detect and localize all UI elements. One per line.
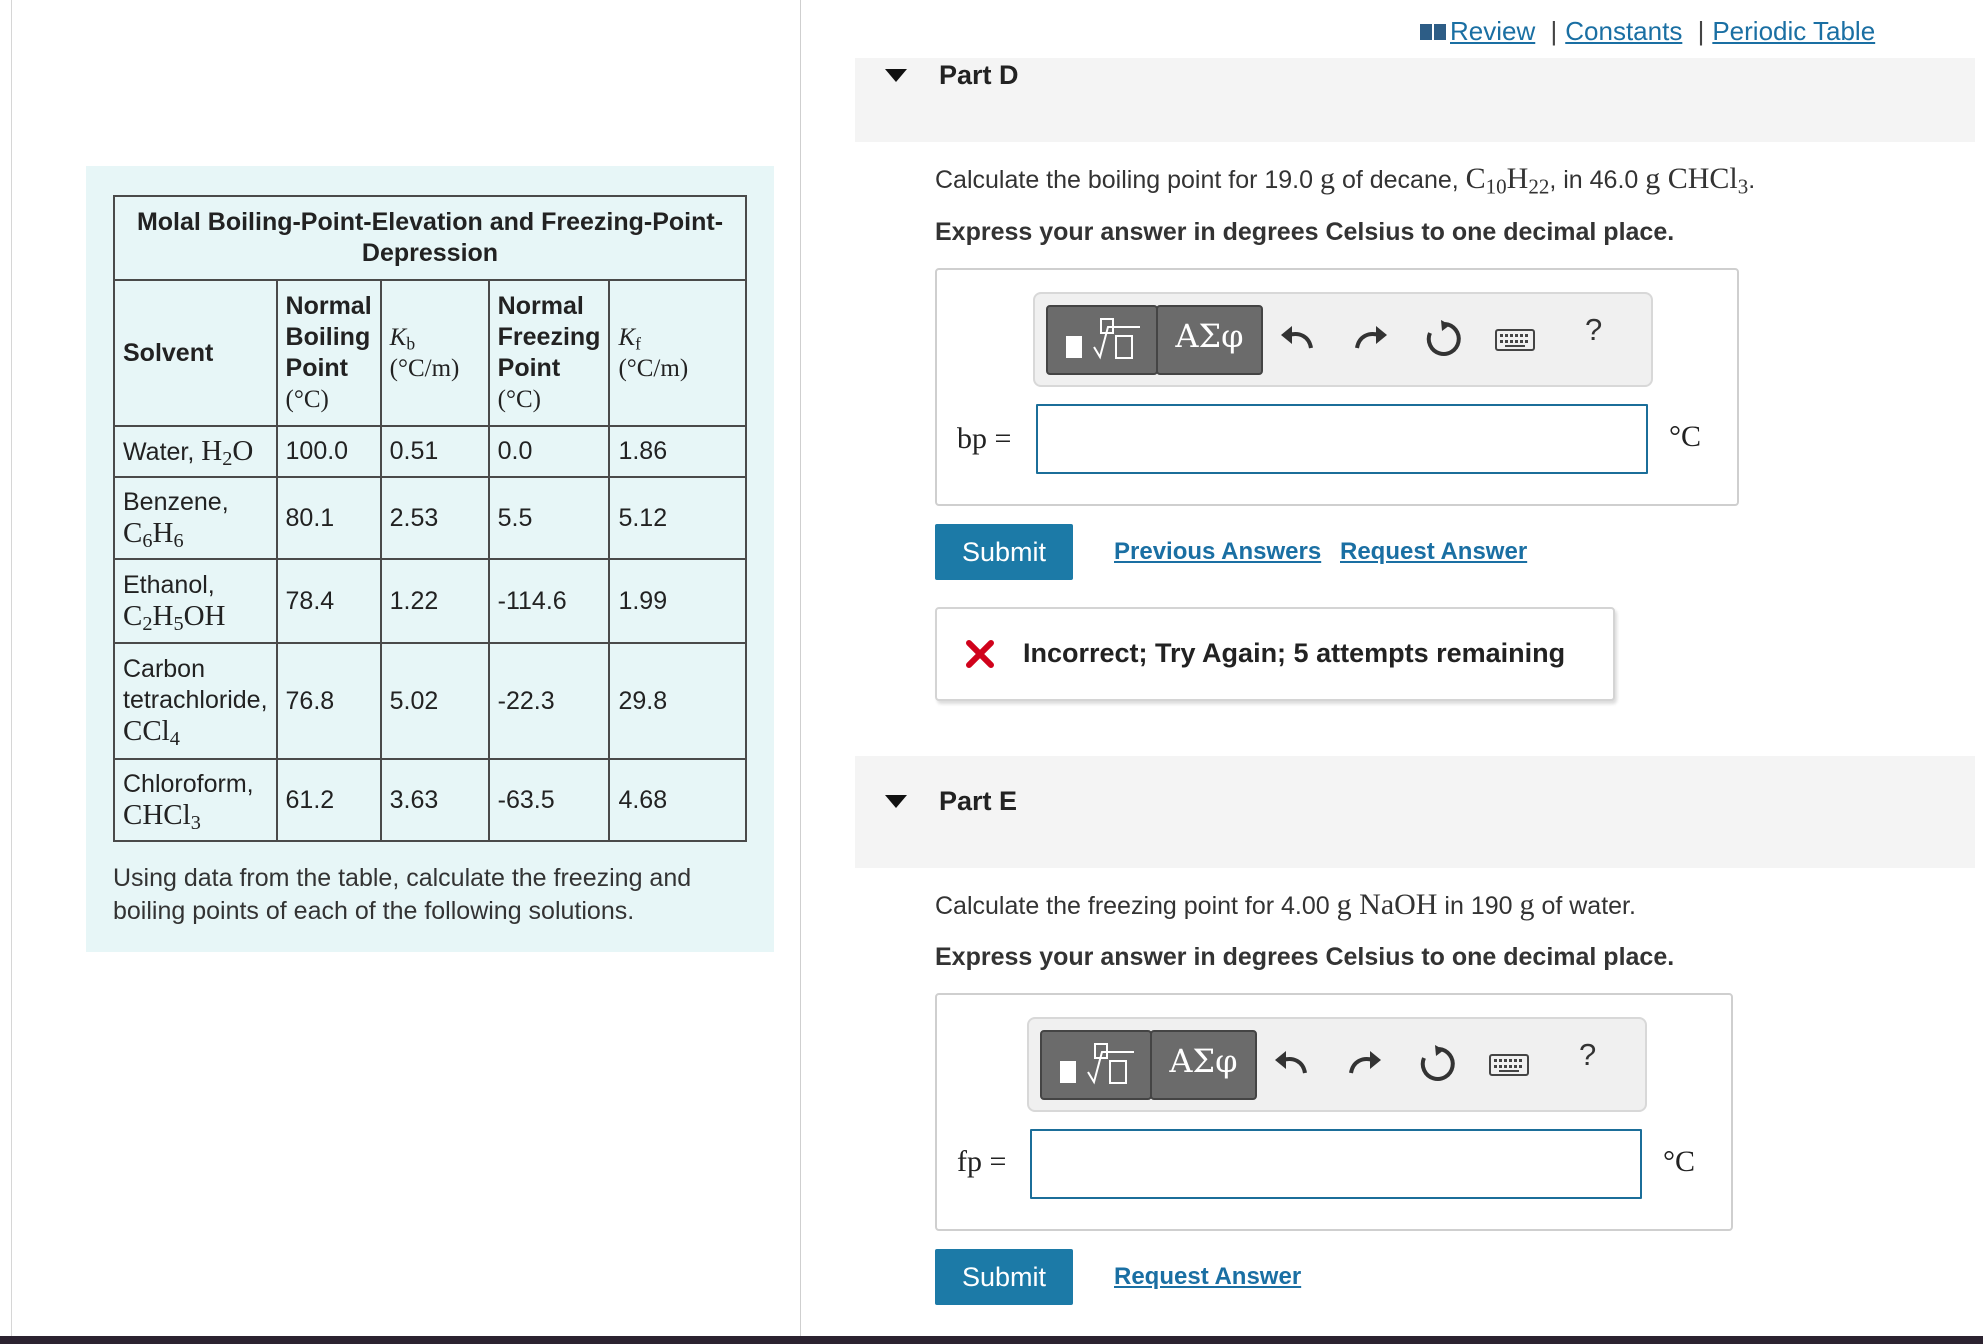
- undo-icon[interactable]: [1275, 316, 1321, 362]
- constants-link[interactable]: Constants: [1565, 16, 1683, 46]
- cell-kf: 29.8: [609, 643, 746, 759]
- taskbar-strip: [0, 1336, 1983, 1344]
- part-e-instruction: Express your answer in degrees Celsius to one decimal place.: [935, 943, 1675, 971]
- cell-fp: -22.3: [489, 643, 610, 759]
- part-d-submit-button[interactable]: Submit: [935, 524, 1073, 580]
- part-d-request-answer-link[interactable]: Request Answer: [1340, 538, 1528, 565]
- templates-icon: [1048, 307, 1156, 373]
- review-link[interactable]: Review: [1450, 16, 1536, 46]
- header-kf: $K_f$ (°C/m): [609, 280, 746, 426]
- reset-icon[interactable]: [1419, 316, 1465, 362]
- templates-icon: [1042, 1032, 1150, 1098]
- fp-label: fp =: [957, 1145, 1007, 1178]
- header-solvent: Solvent: [114, 280, 277, 426]
- cell-kb: 3.63: [381, 759, 489, 841]
- part-e-submit-button[interactable]: Submit: [935, 1249, 1073, 1305]
- table-row: [114, 559, 746, 643]
- solvent-carbon-tetrachloride: Carbon tetrachloride, CCl$_4$: [114, 643, 277, 759]
- math-toolbar: [1033, 292, 1653, 387]
- table-caption: Molal Boiling-Point-Elevation and Freezing-Point-Depression: [114, 196, 746, 280]
- periodic-table-link[interactable]: Periodic Table: [1712, 16, 1876, 46]
- cell-fp: -114.6: [489, 559, 610, 643]
- table-row: [114, 477, 746, 559]
- table-row: [114, 759, 746, 841]
- part-d-header[interactable]: [855, 58, 1975, 142]
- previous-answers-link[interactable]: Previous Answers: [1114, 538, 1322, 565]
- undo-icon[interactable]: [1269, 1041, 1315, 1087]
- cell-bp: 80.1: [277, 477, 381, 559]
- cell-kf: 5.12: [609, 477, 746, 559]
- part-e-request-answer-link[interactable]: Request Answer: [1114, 1263, 1302, 1290]
- feedback-text: Incorrect; Try Again; 5 attempts remaining: [1023, 638, 1566, 668]
- cell-kb: 2.53: [381, 477, 489, 559]
- keyboard-icon[interactable]: [1495, 316, 1535, 362]
- solvent-benzene: Benzene, $C_6H_6$: [114, 477, 277, 559]
- link-separator: |: [1697, 16, 1705, 46]
- instructions-text: Using data from the table, calculate the freezing and boiling points of each of the following solutions.: [113, 864, 692, 925]
- fp-answer-input[interactable]: [1030, 1129, 1642, 1199]
- fp-unit: °C: [1663, 1145, 1696, 1178]
- part-e-header[interactable]: [855, 756, 1975, 868]
- templates-button[interactable]: [1040, 1030, 1152, 1100]
- cell-fp: 5.5: [489, 477, 610, 559]
- math-toolbar: [1027, 1017, 1647, 1112]
- cell-kf: 1.99: [609, 559, 746, 643]
- redo-icon[interactable]: [1341, 1041, 1387, 1087]
- table-row: [114, 426, 746, 477]
- cell-bp: 76.8: [277, 643, 381, 759]
- cell-bp: 78.4: [277, 559, 381, 643]
- greek-symbols-button[interactable]: ΑΣφ: [1156, 305, 1263, 375]
- boiling-freezing-table: [113, 195, 747, 842]
- header-normal-boiling-point: Normal Boiling Point (°C): [277, 280, 381, 426]
- help-button[interactable]: ?: [1579, 1037, 1597, 1072]
- cell-kb: 5.02: [381, 643, 489, 759]
- part-d-question: Calculate the boiling point for 19.0 g of decane, $C_{10}H_{22}$, in 46.0 g CHCl$_3$.: [935, 162, 1756, 199]
- help-button[interactable]: ?: [1585, 312, 1603, 347]
- part-d-instruction: Express your answer in degrees Celsius to one decimal place.: [935, 218, 1675, 246]
- cell-bp: 100.0: [277, 426, 381, 477]
- bp-answer-input[interactable]: [1036, 404, 1648, 474]
- feedback-box: [935, 607, 1615, 701]
- cell-fp: -63.5: [489, 759, 610, 841]
- cell-kf: 1.86: [609, 426, 746, 477]
- cell-kb: 1.22: [381, 559, 489, 643]
- templates-button[interactable]: [1046, 305, 1158, 375]
- cell-kb: 0.51: [381, 426, 489, 477]
- cell-bp: 61.2: [277, 759, 381, 841]
- solvent-water: Water, $H_2O$: [114, 426, 277, 477]
- part-d-title: Part D: [939, 60, 1019, 90]
- solvent-ethanol: Ethanol, $C_2H_5OH$: [114, 559, 277, 643]
- reset-icon[interactable]: [1413, 1041, 1459, 1087]
- header-normal-freezing-point: Normal Freezing Point (°C): [489, 280, 610, 426]
- header-kb: $K_b$ (°C/m): [381, 280, 489, 426]
- table-row: [114, 643, 746, 759]
- link-separator: |: [1550, 16, 1558, 46]
- cell-kf: 4.68: [609, 759, 746, 841]
- part-e-answer-box: [935, 993, 1733, 1231]
- incorrect-x-icon: [965, 639, 995, 669]
- part-d-answer-box: [935, 268, 1739, 506]
- solvent-chloroform: Chloroform, CHCl$_3$: [114, 759, 277, 841]
- bp-unit: °C: [1669, 420, 1702, 453]
- book-icon: [1420, 23, 1446, 41]
- top-links: [1420, 16, 1875, 47]
- left-edge-line: [11, 0, 12, 1336]
- part-e-title: Part E: [939, 786, 1018, 816]
- part-e-question: Calculate the freezing point for 4.00 g NaOH in 190 g of water.: [935, 888, 1636, 921]
- greek-symbols-button[interactable]: ΑΣφ: [1150, 1030, 1257, 1100]
- column-divider: [800, 0, 801, 1336]
- collapse-caret-icon[interactable]: [885, 795, 907, 808]
- redo-icon[interactable]: [1347, 316, 1393, 362]
- bp-label: bp =: [957, 422, 1012, 455]
- collapse-caret-icon[interactable]: [885, 69, 907, 82]
- cell-fp: 0.0: [489, 426, 610, 477]
- keyboard-icon[interactable]: [1489, 1041, 1529, 1087]
